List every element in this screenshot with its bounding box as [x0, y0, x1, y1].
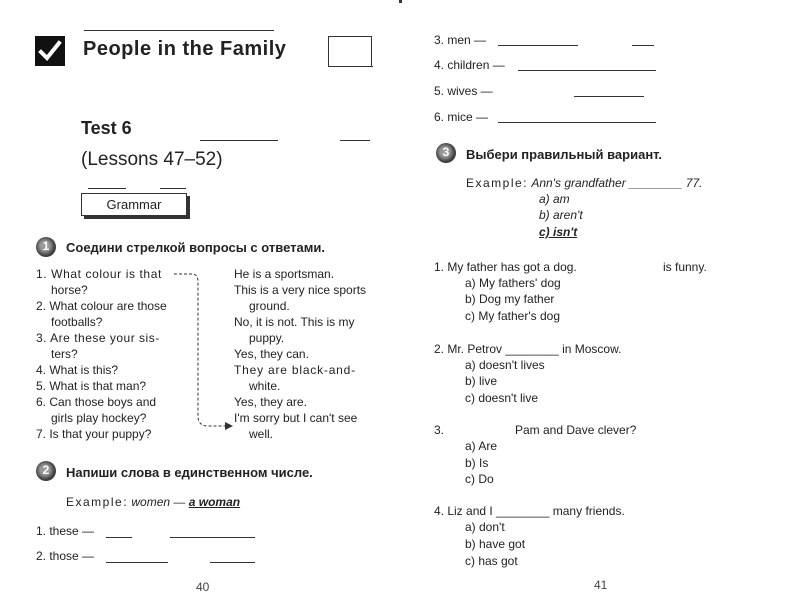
- task3-instruction: Выбери правильный вариант.: [466, 147, 663, 162]
- title-box: [328, 36, 373, 67]
- list-item: ters?: [51, 347, 78, 361]
- section-label: Grammar: [81, 193, 187, 216]
- task-number-icon: 1: [36, 237, 56, 257]
- answer-blank: [574, 96, 644, 97]
- list-item: well.: [249, 427, 274, 441]
- grammar-line-1: [88, 188, 126, 189]
- option-item: a) don't: [465, 520, 505, 534]
- list-item: 5. What is that man?: [36, 379, 147, 393]
- example-word: women —: [131, 495, 186, 509]
- task2-instruction: Напиши слова в единственном числе.: [66, 465, 313, 480]
- answer-blank: [106, 562, 168, 563]
- list-item: footballs?: [51, 315, 103, 329]
- option-item: c) has got: [465, 554, 518, 568]
- grammar-line-2: [160, 188, 186, 189]
- option-item: a) Are: [465, 439, 498, 453]
- list-item: He is a sportsman.: [234, 267, 335, 281]
- list-item: 2. those —: [36, 549, 95, 563]
- list-item: white.: [249, 379, 281, 393]
- list-item: 4. What is this?: [36, 363, 119, 377]
- list-item: 3. men —: [434, 33, 487, 47]
- answer-blank: [170, 537, 255, 538]
- example-correct-answer: c) isn't: [539, 225, 578, 239]
- list-item: 5. wives —: [434, 84, 493, 98]
- list-item: 4. children —: [434, 58, 505, 72]
- task3-example: [466, 175, 702, 191]
- title-box-right: [371, 36, 372, 66]
- list-item: 2. What colour are those: [36, 299, 167, 313]
- list-item: This is a very nice sports: [234, 283, 367, 297]
- list-item: b) aren't: [539, 208, 583, 222]
- task1-instruction: Соедини стрелкой вопросы с ответами.: [66, 240, 325, 255]
- list-item: a) am: [539, 192, 570, 206]
- example-answer: a woman: [188, 495, 241, 509]
- list-item: girls play hockey?: [51, 411, 147, 425]
- title-underline-top: [84, 30, 274, 31]
- task-number-icon: 2: [36, 461, 56, 481]
- answer-blank: [498, 122, 656, 123]
- answer-blank: [106, 537, 132, 538]
- example-sentence: Ann's grandfather ________ 77.: [531, 176, 703, 190]
- test-line-2: [340, 140, 370, 141]
- list-item: horse?: [51, 283, 88, 297]
- question-stem: 1. My father has got a dog.: [434, 260, 577, 274]
- list-item: Yes, they can.: [234, 347, 309, 361]
- list-item: 6. mice —: [434, 110, 489, 124]
- question-stem-end: Pam and Dave clever?: [515, 423, 637, 437]
- list-item: 3. Are these your sis-: [36, 331, 160, 345]
- list-item: puppy.: [249, 331, 285, 345]
- option-item: b) live: [465, 374, 498, 388]
- question-stem: 2. Mr. Petrov ________ in Moscow.: [434, 342, 622, 356]
- example-label: Example:: [466, 176, 529, 190]
- list-item: ground.: [249, 299, 290, 313]
- list-item: No, it is not. This is my: [234, 315, 355, 329]
- option-item: b) Dog my father: [465, 292, 555, 306]
- option-item: c) Do: [465, 472, 494, 486]
- test-line: [200, 140, 278, 141]
- answer-blank: [632, 45, 654, 46]
- title-box-top: [328, 36, 372, 37]
- answer-blank: [210, 562, 255, 563]
- option-item: b) have got: [465, 537, 526, 551]
- list-item: 1. What colour is that: [36, 267, 162, 281]
- list-item: They are black-and-: [234, 363, 356, 377]
- example-label: Example:: [66, 495, 129, 509]
- page-mark: [399, 0, 402, 3]
- questions-list: [36, 266, 186, 442]
- option-item: c) My father's dog: [465, 309, 560, 323]
- lessons-range: (Lessons 47–52): [81, 149, 223, 170]
- answer-blank: [498, 45, 578, 46]
- test-title: Test 6: [81, 118, 132, 138]
- question-stem: 4. Liz and I ________ many friends.: [434, 504, 625, 518]
- option-item: a) doesn't lives: [465, 358, 545, 372]
- list-item: 1. these —: [36, 524, 95, 538]
- option-item: b) Is: [465, 456, 489, 470]
- option-item: a) My fathers' dog: [465, 276, 561, 290]
- task2-example: [66, 494, 240, 510]
- option-item: c) doesn't live: [465, 391, 538, 405]
- list-item: I'm sorry but I can't see: [234, 411, 358, 425]
- answers-list: [234, 266, 379, 442]
- page-title: People in the Family: [83, 38, 287, 60]
- list-item: Yes, they are.: [234, 395, 307, 409]
- connector-arrow-icon: [170, 266, 240, 436]
- list-item: 6. Can those boys and: [36, 395, 157, 409]
- checkmark-icon: [35, 36, 65, 66]
- question-stem: 3.: [434, 423, 445, 437]
- answer-blank: [518, 70, 656, 71]
- page-number: 40: [196, 580, 210, 594]
- page-number: 41: [594, 578, 608, 592]
- question-stem-end: is funny.: [663, 260, 707, 274]
- list-item: 7. Is that your puppy?: [36, 427, 152, 441]
- task-number-icon: 3: [436, 143, 456, 163]
